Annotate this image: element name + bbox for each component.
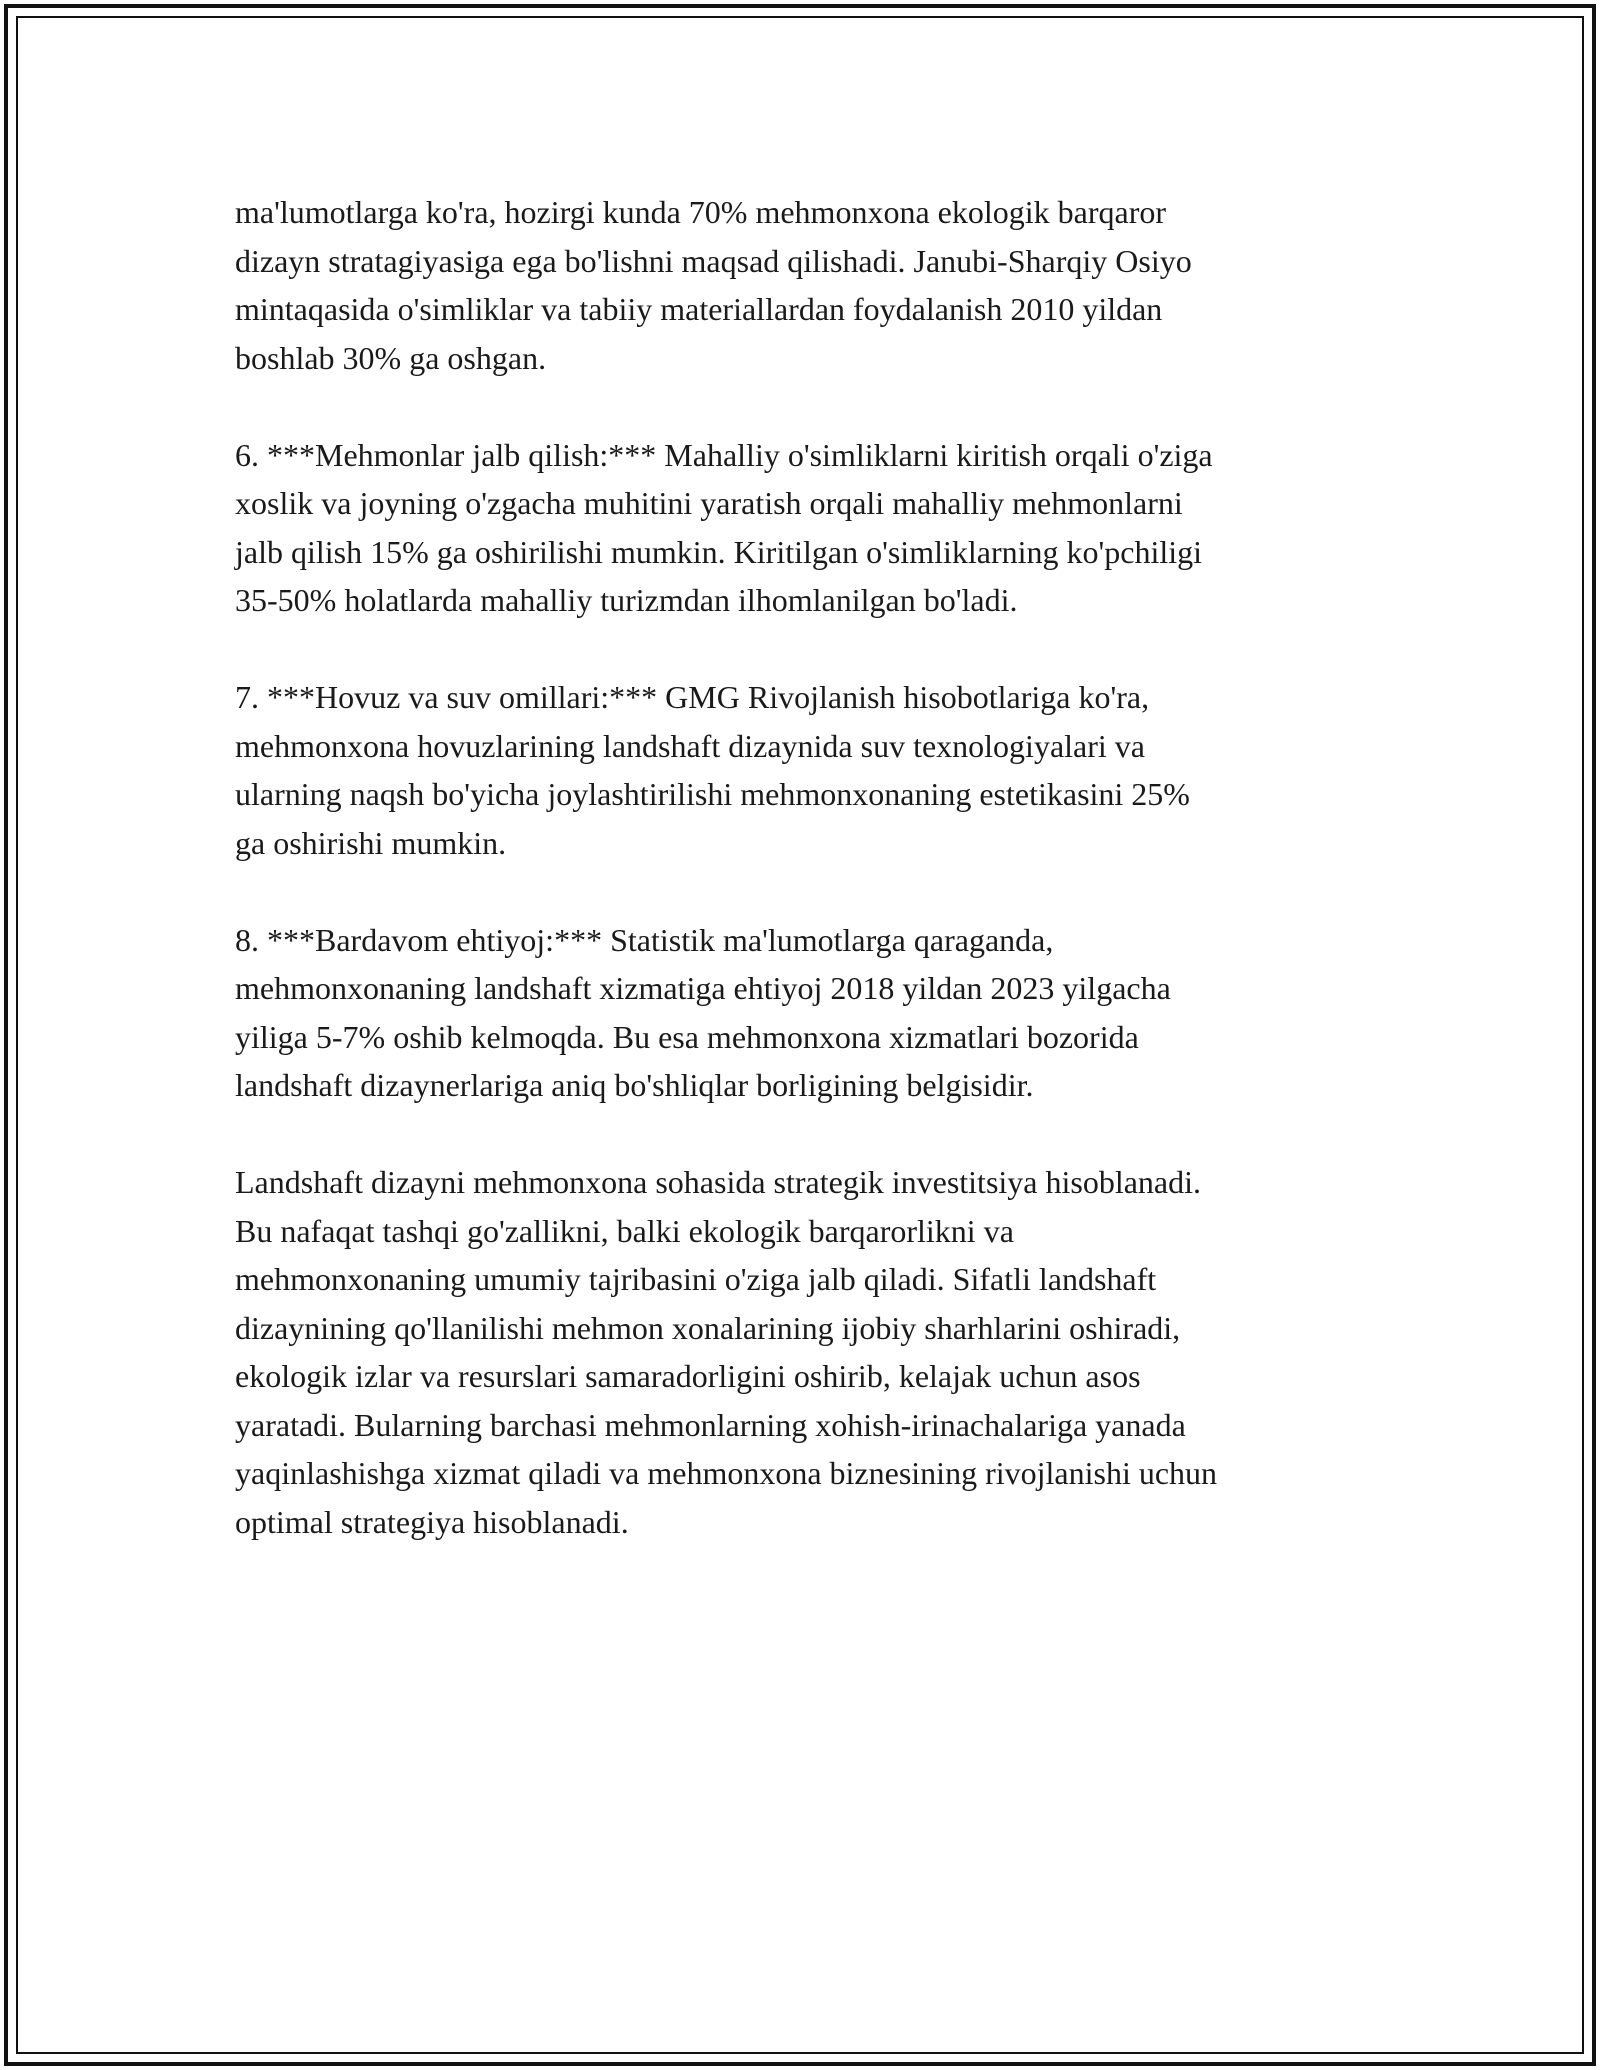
text-line: ma'lumotlarga ko'ra, hozirgi kunda 70% mehmonxona ekologik barqaror	[235, 194, 1166, 230]
text-line: ga oshirishi mumkin.	[235, 824, 507, 861]
text-line: 8. ***Bardavom ehtiyoj:*** Statistik ma'lumotlarga qaraganda,	[235, 921, 1054, 958]
paragraph-4	[235, 916, 1375, 1110]
text-line: mehmonxona hovuzlarining landshaft dizaynida suv texnologiyalari va	[235, 727, 1145, 764]
document-body	[235, 188, 1375, 1595]
text-line: ekologik izlar va resurslari samaradorligini oshirib, kelajak uchun asos	[235, 1358, 1141, 1394]
text-line: 6. ***Mehmonlar jalb qilish:*** Mahalliy o'simliklarni kiritish orqali o'ziga	[235, 436, 1213, 473]
text-line: mehmonxonaning umumiy tajribasini o'ziga jalb qiladi. Sifatli landshaft	[235, 1261, 1157, 1297]
text-line: mintaqasida o'simliklar va tabiiy materiallardan foydalanish 2010 yildan	[235, 291, 1163, 327]
paragraph-2	[235, 431, 1375, 625]
paragraph-3	[235, 673, 1375, 867]
text-line: ularning naqsh bo'yicha joylashtirilishi mehmonxonaning estetikasini 25%	[235, 776, 1190, 812]
text-line: yaqinlashishga xizmat qiladi va mehmonxona biznesining rivojlanishi uchun	[235, 1455, 1218, 1491]
text-line: landshaft dizaynerlariga aniq bo'shliqlar borligining belgisidir.	[235, 1067, 1034, 1103]
text-line: dizaynining qo'llanilishi mehmon xonalarining ijobiy sharhlarini oshiradi,	[235, 1309, 1181, 1346]
text-line: 7. ***Hovuz va suv omillari:*** GMG Rivojlanish hisobotlariga ko'ra,	[235, 679, 1150, 715]
text-line: xoslik va joyning o'zgacha muhitini yaratish orqali mahalliy mehmonlarni	[235, 485, 1183, 521]
text-line: Landshaft dizayni mehmonxona sohasida strategik investitsiya hisoblanadi.	[235, 1164, 1202, 1200]
text-line: dizayn stratagiyasiga ega bo'lishni maqsad qilishadi. Janubi-Sharqiy Osiyo	[235, 242, 1192, 279]
text-line: yiliga 5-7% oshib kelmoqda. Bu esa mehmonxona xizmatlari bozorida	[235, 1018, 1139, 1055]
text-line: optimal strategiya hisoblanadi.	[235, 1503, 629, 1540]
text-line: 35-50% holatlarda mahalliy turizmdan ilhomlanilgan bo'ladi.	[235, 582, 1018, 618]
text-line: boshlab 30% ga oshgan.	[235, 339, 547, 376]
text-line: jalb qilish 15% ga oshirilishi mumkin. Kiritilgan o'simliklarning ko'pchiligi	[235, 533, 1203, 570]
paragraph-5	[235, 1158, 1375, 1546]
text-line: Bu nafaqat tashqi go'zallikni, balki ekologik barqarorlikni va	[235, 1212, 1014, 1249]
paragraph-1	[235, 188, 1375, 382]
text-line: mehmonxonaning landshaft xizmatiga ehtiyoj 2018 yildan 2023 yilgacha	[235, 970, 1171, 1006]
text-line: yaratadi. Bularning barchasi mehmonlarning xohish-irinachalariga yanada	[235, 1406, 1186, 1443]
